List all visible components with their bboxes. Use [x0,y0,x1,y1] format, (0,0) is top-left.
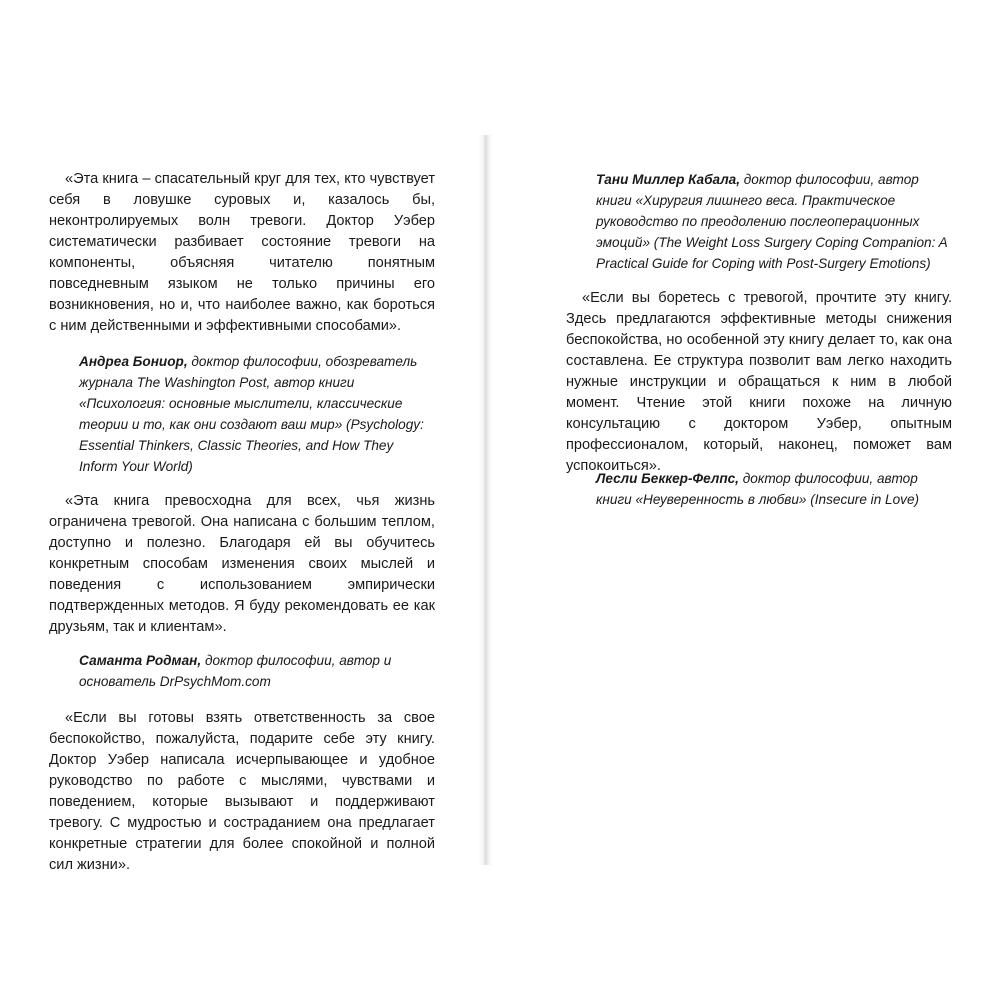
endorsement-quote-1: «Эта книга – спасательный круг для тех, кто чувствует себя в ловушке суровых и, казалось бы, неконтролируемых волн тревоги. Доктор Уэбер систематически разбивает состояние тревоги на компоненты, объясняя читателю понятным повседневным языком не только причины его возникновения, но и, что наиболее важно, как бороться с ним действенными и эффективными способами». [49,171,435,334]
attribution-text-3: доктор философии, автор книги «Хирургия лишнего веса. Практическое руководство по преодолению послеоперационных эмоций» (The Weight Loss Surgery Coping Companion: A Practical Guide for Coping with Post-Surgery Emotions) [596,172,948,271]
attribution-text-4: доктор философии, автор книги «Неуверенность в любви» (Insecure in Love) [596,471,920,507]
endorsement-quote-4: «Если вы боретесь с тревогой, прочтите эту книгу. Здесь предлагаются эффективные методы снижения беспокойства, но особенной эту книгу делает то, как она составлена. Ее структура позволит вам легко находить нужные инструкции и обращаться к ним в любой момент. Чтение этой книги похоже на личную консультацию с доктором Уэбер, опытным профессионалом, который, наконец, поможет вам успокоиться». [566,290,952,474]
attribution-author-3: Тани Миллер Кабала, [596,172,741,187]
attribution-text-2: доктор философии, автор и основатель DrPsychMom.com [79,653,392,689]
endorsement-attribution-4 [596,468,952,510]
attribution-author-2: Саманта Родман, [79,653,202,668]
endorsement-attribution-1 [79,351,429,477]
endorsement-attribution-3 [596,169,952,274]
endorsement-quote-2: «Эта книга превосходна для всех, чья жизнь ограничена тревогой. Она написана с большим теплом, доступно и полезно. Благодаря ей вы обучитесь конкретным способам изменения своих мыслей и поведения с использованием эмпирически подтвержденных методов. Я буду рекомендовать ее как друзьям, так и клиентам». [49,493,435,635]
attribution-author-4: Лесли Беккер-Фелпс, [596,471,739,486]
endorsement-quote-3: «Если вы готовы взять ответственность за свое беспокойство, пожалуйста, подарите себе эту книгу. Доктор Уэбер написала исчерпывающее и удобное руководство по работе с мыслями, чувствами и поведением, которые вызывают и поддерживают тревогу. С мудростью и состраданием она предлагает конкретные стратегии для более спокойной и полной сил жизни». [49,710,435,873]
attribution-text-1: доктор философии, обозреватель журнала The Washington Post, автор книги «Психология: основные мыслители, классические теории и то, как они создают ваш мир» (Psychology: Essential Thinkers, Classic Theories, and How They Inform Your World) [79,354,424,474]
attribution-author-1: Андреа Бониор, [79,354,188,369]
book-gutter-shadow [478,135,492,865]
endorsement-attribution-2 [79,650,429,692]
